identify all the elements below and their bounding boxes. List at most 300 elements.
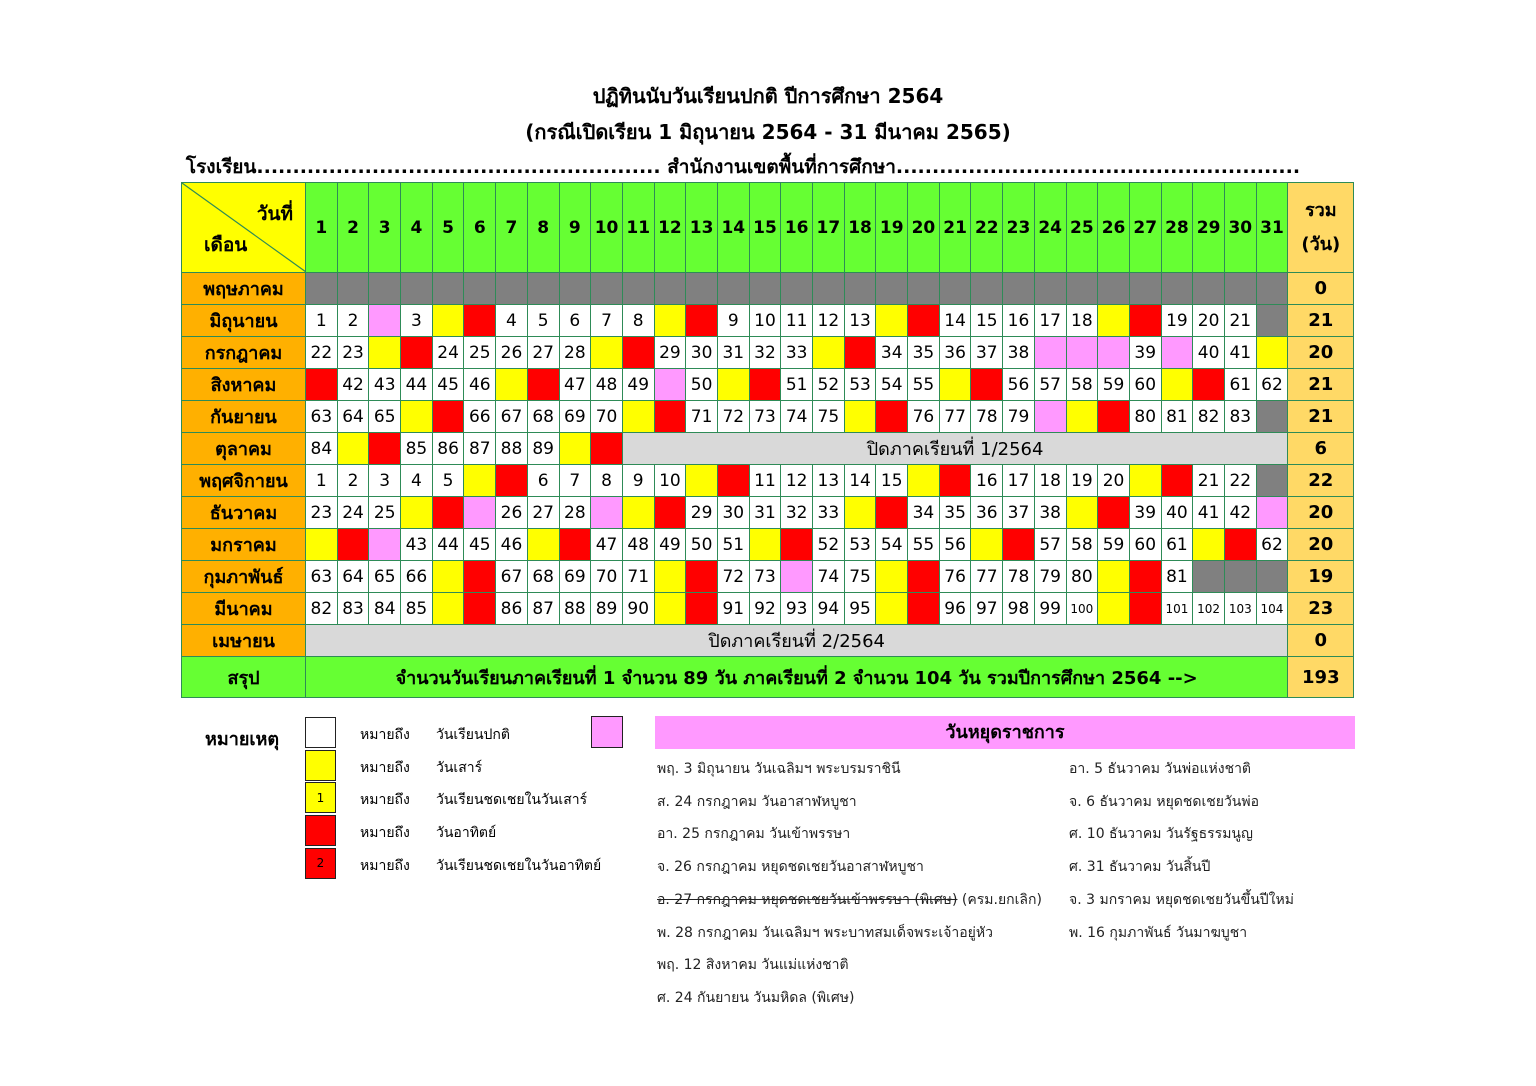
month-row <box>182 305 1354 337</box>
day-cell <box>749 273 781 305</box>
day-cell <box>1224 561 1256 593</box>
day-cell: 81 <box>1161 561 1193 593</box>
day-header: 25 <box>1066 183 1098 273</box>
day-cell <box>654 593 686 625</box>
day-cell <box>686 273 718 305</box>
day-cell: 27 <box>527 337 559 369</box>
day-cell <box>939 465 971 497</box>
day-cell <box>622 497 654 529</box>
legend-description: วันเรียนชดเชยในวันอาทิตย์ <box>436 857 602 874</box>
day-header: 13 <box>686 183 718 273</box>
legend-title: หมายเหตุ <box>205 729 280 750</box>
day-cell: 17 <box>1034 305 1066 337</box>
day-cell: 60 <box>1129 529 1161 561</box>
day-cell: 40 <box>1161 497 1193 529</box>
day-cell <box>559 529 591 561</box>
holiday-item <box>657 954 849 976</box>
day-cell: 46 <box>464 369 496 401</box>
day-cell: 16 <box>1003 305 1035 337</box>
day-cell: 31 <box>717 337 749 369</box>
day-cell: 57 <box>1034 369 1066 401</box>
day-cell <box>844 273 876 305</box>
day-header: 26 <box>1098 183 1130 273</box>
day-cell: 65 <box>369 401 401 433</box>
day-cell <box>876 273 908 305</box>
day-cell <box>686 305 718 337</box>
legend-swatch <box>305 750 336 781</box>
day-cell: 3 <box>401 305 433 337</box>
day-cell: 14 <box>939 305 971 337</box>
holiday-text: ศ. 31 ธันวาคม วันสิ้นปี <box>1069 859 1211 876</box>
day-cell <box>1129 593 1161 625</box>
day-cell <box>1066 337 1098 369</box>
month-name: มีนาคม <box>182 593 306 625</box>
day-cell <box>559 273 591 305</box>
day-cell: 36 <box>971 497 1003 529</box>
day-cell: 49 <box>622 369 654 401</box>
day-cell <box>1193 369 1225 401</box>
day-cell: 88 <box>496 433 528 465</box>
day-cell: 59 <box>1098 529 1130 561</box>
day-cell: 9 <box>622 465 654 497</box>
day-header: 9 <box>559 183 591 273</box>
month-row <box>182 433 1354 465</box>
day-cell: 61 <box>1224 369 1256 401</box>
day-cell <box>306 369 338 401</box>
day-cell <box>1003 273 1035 305</box>
day-cell <box>591 433 623 465</box>
day-cell <box>401 273 433 305</box>
day-cell: 87 <box>464 433 496 465</box>
day-cell: 93 <box>781 593 813 625</box>
day-cell: 52 <box>813 529 845 561</box>
day-cell: 75 <box>813 401 845 433</box>
day-cell: 5 <box>527 305 559 337</box>
day-cell <box>432 561 464 593</box>
day-cell <box>591 273 623 305</box>
day-cell <box>908 593 940 625</box>
day-cell: 52 <box>813 369 845 401</box>
day-cell: 9 <box>717 305 749 337</box>
day-header: 30 <box>1224 183 1256 273</box>
day-cell: 11 <box>781 305 813 337</box>
day-cell: 29 <box>686 497 718 529</box>
day-cell <box>781 273 813 305</box>
day-cell: 25 <box>369 497 401 529</box>
day-cell <box>527 273 559 305</box>
day-cell <box>813 337 845 369</box>
day-cell: 34 <box>876 337 908 369</box>
month-total: 6 <box>1288 433 1354 465</box>
day-cell: 1 <box>306 465 338 497</box>
day-cell <box>1098 497 1130 529</box>
school-line: โรงเรียน........................................................ สำนักงานเขตพื้นที่การศึกษา........................................................ <box>185 156 1301 178</box>
day-cell: 47 <box>559 369 591 401</box>
day-header: 7 <box>496 183 528 273</box>
header-corner <box>182 183 306 273</box>
day-cell: 65 <box>369 561 401 593</box>
day-cell: 32 <box>781 497 813 529</box>
holiday-item <box>1069 791 1259 813</box>
day-cell <box>876 401 908 433</box>
day-cell: 69 <box>559 401 591 433</box>
day-cell: 84 <box>306 433 338 465</box>
day-cell: 5 <box>432 465 464 497</box>
day-cell: 48 <box>622 529 654 561</box>
day-cell: 86 <box>496 593 528 625</box>
day-cell <box>1129 273 1161 305</box>
day-cell: 37 <box>1003 497 1035 529</box>
day-cell: 47 <box>591 529 623 561</box>
day-header: 15 <box>749 183 781 273</box>
day-cell <box>813 273 845 305</box>
month-name: กรกฎาคม <box>182 337 306 369</box>
day-cell: 75 <box>844 561 876 593</box>
day-cell <box>1129 465 1161 497</box>
day-cell <box>369 305 401 337</box>
month-total: 20 <box>1288 529 1354 561</box>
day-cell: 83 <box>1224 401 1256 433</box>
calendar-table <box>181 182 1354 698</box>
day-cell: 23 <box>337 337 369 369</box>
day-cell: 83 <box>337 593 369 625</box>
month-total: 21 <box>1288 305 1354 337</box>
day-cell <box>686 593 718 625</box>
day-header: 29 <box>1193 183 1225 273</box>
month-total: 23 <box>1288 593 1354 625</box>
day-cell: 54 <box>876 369 908 401</box>
day-cell: 61 <box>1161 529 1193 561</box>
day-cell <box>1098 593 1130 625</box>
day-cell: 54 <box>876 529 908 561</box>
day-cell: 24 <box>432 337 464 369</box>
day-cell <box>369 273 401 305</box>
day-cell: 104 <box>1256 593 1288 625</box>
day-cell: 38 <box>1034 497 1066 529</box>
day-cell: 26 <box>496 337 528 369</box>
day-cell: 77 <box>971 561 1003 593</box>
day-cell: 15 <box>876 465 908 497</box>
page-title: ปฏิทินนับวันเรียนปกติ ปีการศึกษา 2564 <box>592 84 944 108</box>
day-cell <box>1066 273 1098 305</box>
day-header: 12 <box>654 183 686 273</box>
day-cell: 21 <box>1224 305 1256 337</box>
day-cell: 4 <box>496 305 528 337</box>
day-cell <box>876 561 908 593</box>
day-cell: 7 <box>559 465 591 497</box>
holiday-text: พฤ. 12 สิงหาคม วันแม่แห่งชาติ <box>657 957 849 974</box>
page-subtitle: (กรณีเปิดเรียน 1 มิถุนายน 2564 - 31 มีนาคม 2565) <box>525 120 1011 144</box>
holiday-banner: วันหยุดราชการ <box>655 716 1355 749</box>
month-row <box>182 465 1354 497</box>
day-cell <box>781 529 813 561</box>
day-cell <box>1224 529 1256 561</box>
day-cell: 53 <box>844 369 876 401</box>
day-cell <box>1034 273 1066 305</box>
day-cell: 92 <box>749 593 781 625</box>
day-cell <box>496 465 528 497</box>
day-cell: 1 <box>306 305 338 337</box>
day-cell: 85 <box>401 593 433 625</box>
holiday-item <box>1069 758 1251 780</box>
day-cell <box>527 529 559 561</box>
day-cell: 68 <box>527 401 559 433</box>
legend-means: หมายถึง <box>360 825 410 842</box>
day-cell: 15 <box>971 305 1003 337</box>
day-cell <box>622 401 654 433</box>
day-cell: 102 <box>1193 593 1225 625</box>
day-cell: 38 <box>1003 337 1035 369</box>
month-name: สิงหาคม <box>182 369 306 401</box>
day-cell <box>1193 273 1225 305</box>
day-cell <box>1256 561 1288 593</box>
day-cell <box>591 497 623 529</box>
day-header: 22 <box>971 183 1003 273</box>
day-cell: 58 <box>1066 369 1098 401</box>
day-cell <box>1066 497 1098 529</box>
month-name: มิถุนายน <box>182 305 306 337</box>
day-cell: 51 <box>781 369 813 401</box>
day-cell <box>717 465 749 497</box>
day-cell <box>1161 273 1193 305</box>
day-cell: 44 <box>432 529 464 561</box>
legend-description: วันเรียนปกติ <box>436 727 510 743</box>
day-cell <box>939 273 971 305</box>
day-cell: 97 <box>971 593 1003 625</box>
day-cell: 10 <box>749 305 781 337</box>
day-header: 5 <box>432 183 464 273</box>
day-cell: 95 <box>844 593 876 625</box>
day-cell: 74 <box>813 561 845 593</box>
closed-term-cell: ปิดภาคเรียนที่ 1/2564 <box>622 433 1287 465</box>
month-total: 19 <box>1288 561 1354 593</box>
day-cell: 12 <box>813 305 845 337</box>
day-cell: 64 <box>337 401 369 433</box>
day-cell: 30 <box>686 337 718 369</box>
day-cell <box>591 337 623 369</box>
day-cell: 33 <box>813 497 845 529</box>
day-cell <box>369 529 401 561</box>
day-cell <box>908 305 940 337</box>
day-cell: 99 <box>1034 593 1066 625</box>
day-cell: 79 <box>1003 401 1035 433</box>
day-cell <box>654 305 686 337</box>
day-cell <box>876 305 908 337</box>
day-header: 3 <box>369 183 401 273</box>
month-row <box>182 337 1354 369</box>
day-cell: 20 <box>1098 465 1130 497</box>
day-cell <box>369 337 401 369</box>
day-cell: 35 <box>908 337 940 369</box>
day-cell: 8 <box>591 465 623 497</box>
day-cell <box>464 561 496 593</box>
day-cell: 51 <box>717 529 749 561</box>
holiday-item <box>1069 856 1210 878</box>
holiday-text: พ. 16 กุมภาพันธ์ วันมาฆบูชา <box>1069 924 1248 941</box>
day-cell: 17 <box>1003 465 1035 497</box>
holiday-text: พฤ. 3 มิถุนายน วันเฉลิมฯ พระบรมราชินี <box>657 761 901 777</box>
legend-description: วันอาทิตย์ <box>436 825 497 842</box>
day-header: 4 <box>401 183 433 273</box>
day-cell: 59 <box>1098 369 1130 401</box>
day-cell <box>1256 305 1288 337</box>
day-cell: 98 <box>1003 593 1035 625</box>
day-cell: 62 <box>1256 529 1288 561</box>
day-header: 31 <box>1256 183 1288 273</box>
day-cell <box>337 273 369 305</box>
legend-means: หมายถึง <box>360 727 410 743</box>
day-cell: 96 <box>939 593 971 625</box>
day-cell <box>464 593 496 625</box>
day-header: 16 <box>781 183 813 273</box>
day-cell: 50 <box>686 529 718 561</box>
day-cell: 70 <box>591 401 623 433</box>
month-row <box>182 401 1354 433</box>
day-cell: 57 <box>1034 529 1066 561</box>
day-cell <box>1193 561 1225 593</box>
day-cell <box>432 401 464 433</box>
day-header: 18 <box>844 183 876 273</box>
day-cell: 77 <box>939 401 971 433</box>
day-header: 17 <box>813 183 845 273</box>
day-cell <box>1256 337 1288 369</box>
day-header: 2 <box>337 183 369 273</box>
holiday-text: ส. 24 กรกฎาคม วันอาสาฬหบูชา <box>657 793 857 810</box>
day-cell: 101 <box>1161 593 1193 625</box>
day-cell: 89 <box>591 593 623 625</box>
day-cell: 94 <box>813 593 845 625</box>
day-cell <box>401 401 433 433</box>
day-cell: 21 <box>1193 465 1225 497</box>
day-cell: 13 <box>844 305 876 337</box>
day-cell: 56 <box>1003 369 1035 401</box>
day-cell <box>1256 273 1288 305</box>
day-cell <box>1193 529 1225 561</box>
day-cell: 45 <box>432 369 464 401</box>
holiday-item <box>1069 889 1294 911</box>
day-header: 6 <box>464 183 496 273</box>
month-name: กุมภาพันธ์ <box>182 561 306 593</box>
day-header: 23 <box>1003 183 1035 273</box>
day-cell <box>749 529 781 561</box>
total-header-line1: รวม <box>1304 199 1337 221</box>
day-cell: 67 <box>496 401 528 433</box>
day-cell: 68 <box>527 561 559 593</box>
day-cell <box>559 433 591 465</box>
holiday-text: อา. 25 กรกฎาคม วันเข้าพรรษา <box>657 826 851 843</box>
holiday-note: (ครม.ยกเลิก) <box>957 891 1042 908</box>
day-cell <box>622 337 654 369</box>
summary-text: จำนวนวันเรียนภาคเรียนที่ 1 จำนวน 89 วัน ภาคเรียนที่ 2 จำนวน 104 วัน รวมปีการศึกษา 2564 --> <box>306 657 1288 698</box>
day-cell: 14 <box>844 465 876 497</box>
holiday-item <box>657 823 850 845</box>
legend-swatch <box>305 717 336 748</box>
day-cell <box>876 593 908 625</box>
legend-description: วันเสาร์ <box>436 759 483 776</box>
total-header-line2: (วัน) <box>1301 233 1341 255</box>
day-cell: 6 <box>527 465 559 497</box>
day-cell <box>432 497 464 529</box>
day-cell <box>908 273 940 305</box>
holiday-text: จ. 26 กรกฎาคม หยุดชดเชยวันอาสาฬหบูชา <box>657 859 924 876</box>
month-name: ตุลาคม <box>182 433 306 465</box>
holiday-text: จ. 6 ธันวาคม หยุดชดเชยวันพ่อ <box>1069 793 1260 810</box>
day-cell <box>1129 305 1161 337</box>
day-header: 11 <box>622 183 654 273</box>
day-cell <box>527 369 559 401</box>
day-cell <box>844 497 876 529</box>
day-cell: 63 <box>306 401 338 433</box>
day-cell: 6 <box>559 305 591 337</box>
day-cell: 84 <box>369 593 401 625</box>
day-cell: 42 <box>337 369 369 401</box>
day-cell: 35 <box>939 497 971 529</box>
month-row <box>182 273 1354 305</box>
day-header: 19 <box>876 183 908 273</box>
summary-label: สรุป <box>182 657 306 698</box>
day-cell <box>1098 305 1130 337</box>
day-cell <box>844 337 876 369</box>
month-row <box>182 529 1354 561</box>
day-cell <box>686 561 718 593</box>
day-cell: 18 <box>1034 465 1066 497</box>
month-total: 0 <box>1288 625 1354 657</box>
day-cell <box>1161 337 1193 369</box>
day-cell: 85 <box>401 433 433 465</box>
day-cell <box>306 529 338 561</box>
day-cell: 56 <box>939 529 971 561</box>
day-cell: 50 <box>686 369 718 401</box>
legend-swatch: 2 <box>305 848 336 879</box>
holiday-text: อ. 27 กรกฎาคม หยุดชดเชยวันเข้าพรรษา (พิเศษ) <box>657 891 958 908</box>
day-cell <box>1256 401 1288 433</box>
day-cell: 46 <box>496 529 528 561</box>
day-cell: 66 <box>401 561 433 593</box>
holiday-item <box>657 758 901 780</box>
day-cell: 55 <box>908 529 940 561</box>
month-row <box>182 593 1354 625</box>
day-cell <box>717 369 749 401</box>
day-cell <box>1034 337 1066 369</box>
day-cell: 78 <box>1003 561 1035 593</box>
day-cell <box>464 273 496 305</box>
summary-total: 193 <box>1288 657 1354 698</box>
day-header: 21 <box>939 183 971 273</box>
day-cell <box>1161 369 1193 401</box>
day-cell <box>717 273 749 305</box>
month-name: เมษายน <box>182 625 306 657</box>
month-name: กันยายน <box>182 401 306 433</box>
day-cell: 37 <box>971 337 1003 369</box>
day-cell: 86 <box>432 433 464 465</box>
month-row <box>182 561 1354 593</box>
day-cell: 74 <box>781 401 813 433</box>
day-cell: 87 <box>527 593 559 625</box>
day-cell <box>1256 465 1288 497</box>
month-row <box>182 625 1354 657</box>
closed-term-cell: ปิดภาคเรียนที่ 2/2564 <box>306 625 1288 657</box>
legend-swatch: 1 <box>305 782 336 813</box>
day-cell <box>654 561 686 593</box>
day-cell: 23 <box>306 497 338 529</box>
day-cell: 42 <box>1224 497 1256 529</box>
day-cell: 24 <box>337 497 369 529</box>
day-cell: 91 <box>717 593 749 625</box>
holiday-item <box>657 856 924 878</box>
day-cell <box>401 337 433 369</box>
day-cell <box>496 369 528 401</box>
holiday-text: ศ. 10 ธันวาคม วันรัฐธรรมนูญ <box>1069 826 1253 843</box>
